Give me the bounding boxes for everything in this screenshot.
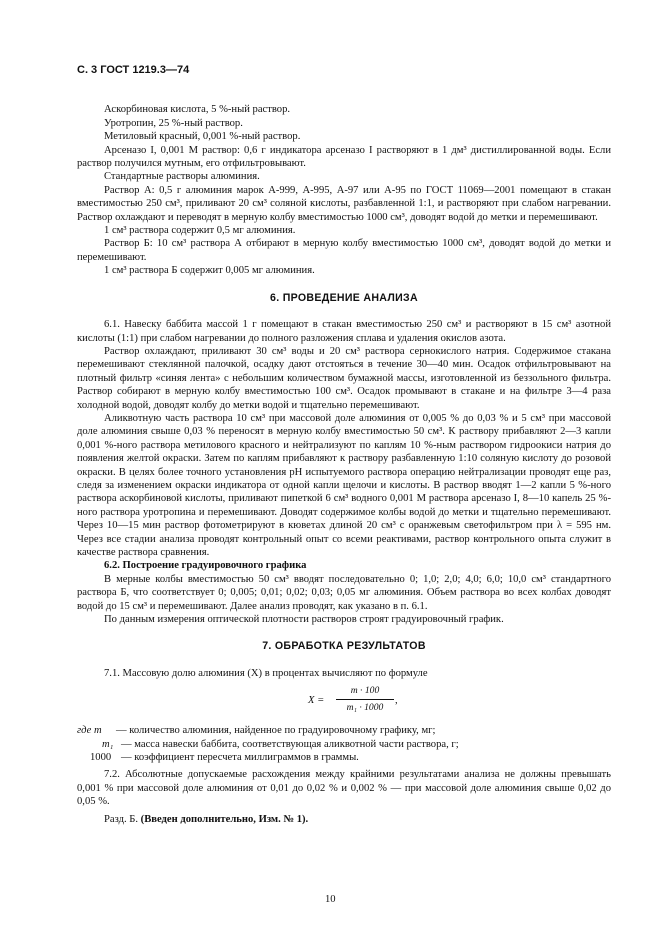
legend-symbol: m₁ bbox=[102, 738, 114, 750]
paragraph: Аликвотную часть раствора 10 см³ при массовой доле алюминия от 0,005 % до 0,03 % и 5 см³ при массовой доле алюминия свыше 0,03 % переносят в мерную колбу вместимостью 50 см³. К раствору прибавляют 2—3 капли 0,001 %-ного раствора метилового красного и нейтрализуют по каплям 10 %-ным раствором гидроокиси натрия до появления желтой окраски. Затем по каплям прибавляют к раствору разбавленную 1:10 соляную кислоту до розовой окраски. В целях более точного установления pH испытуемого раствора операцию нейтрализации проводят еще раз, следя за изменением окраски индикатора от одной капли щелочи и кислоты. В раствор вводят 1—2 капли 5 %-ного раствора аскорбиновой кислоты, приливают пипеткой 6 см³ водного 0,001 М раствора арсеназо I, 8—10 капель 25 %-ного раствора уротропина и перемешивают. Доводят содержимое колбы водой до метки и тщательно перемешивают. Через 10—15 мин раствор фотометрируют в кюветах длиной 20 см³ с оранжевым светофильтром при λ = 595 нм. Через все стадии анализа проводят контрольный опыт со всеми реактивами, раствор контрольного опыта служит в качестве раствора сравнения. bbox=[77, 412, 611, 558]
legend-line bbox=[77, 738, 611, 751]
legend-text: — коэффициент пересчета миллиграммов в граммы. bbox=[121, 752, 359, 764]
reagent-line: Раствор Б: 10 см³ раствора А отбирают в мерную колбу вместимостью 1000 см³, доводят водой до метки и перемешивают. bbox=[77, 238, 611, 263]
formula bbox=[77, 684, 611, 720]
note-bold: (Введен дополнительно, Изм. № 1). bbox=[140, 813, 309, 825]
formula-lhs: X = bbox=[308, 695, 325, 707]
amendment-note bbox=[77, 813, 611, 826]
reagent-line: Аскорбиновая кислота, 5 %-ный раствор. bbox=[104, 104, 291, 116]
page-number: 10 bbox=[325, 894, 336, 905]
paragraph: Раствор охлаждают, приливают 30 см³ воды и 20 см³ раствора сернокислого натрия. Содержимое стакана перемешивают стеклянной палочкой, осадку дают отстояться в течение 30—40 мин. Осадок отфильтровывают на плотный фильтр «синяя лента» с небольшим количеством бумажной массы, изготовленной из беззольного фильтра. Раствор собирают в мерную колбу вместимостью 100 см³. Осадок промывают в стакане и на фильтре 3—4 раза холодной водой, доводят колбу до метки водой и тщательно перемешивают. bbox=[77, 345, 611, 411]
formula-denominator: m₁ · 1000 bbox=[346, 701, 384, 713]
paragraph: 6.1. Навеску баббита массой 1 г помещают в стакан вместимостью 250 см³ и растворяют в 15 см³ азотной кислоты (1:1) при слабом нагревании до полного разложения сплава и удаления окислов азота. bbox=[77, 319, 611, 344]
reagent-line: Уротропин, 25 %-ный раствор. bbox=[104, 117, 243, 129]
paragraph: 7.2. Абсолютные допускаемые расхождения между крайними результатами анализа не должны превышать 0,001 % при массовой доле алюминия от 0,01 до 0,02 % и 0,002 % — при массовой доле алюминия свыше 0,02 до 0,05 %. bbox=[77, 769, 611, 808]
page-header: С. 3 ГОСТ 1219.3—74 bbox=[77, 64, 190, 76]
legend-symbol: где m bbox=[77, 725, 102, 737]
note-prefix: Разд. Б. bbox=[104, 813, 139, 825]
paragraph: По данным измерения оптической плотности растворов строят градуировочный график. bbox=[104, 614, 504, 626]
legend-line bbox=[77, 724, 611, 737]
formula-fraction bbox=[336, 684, 394, 714]
subsection-6-2-title: 6.2. Построение градуировочного графика bbox=[104, 560, 307, 572]
section-6-title: 6. ПРОВЕДЕНИЕ АНАЛИЗА bbox=[270, 291, 418, 304]
legend-symbol: 1000 bbox=[90, 752, 112, 764]
formula-numerator: m · 100 bbox=[336, 684, 394, 699]
formula-tail: , bbox=[395, 695, 398, 707]
reagent-line: 1 см³ раствора содержит 0,5 мг алюминия. bbox=[104, 225, 296, 237]
reagent-line: Метиловый красный, 0,001 %-ный раствор. bbox=[104, 131, 301, 143]
legend-text: — количество алюминия, найденное по градуировочному графику, мг; bbox=[116, 725, 436, 737]
reagent-line: Стандартные растворы алюминия. bbox=[104, 171, 260, 183]
paragraph: 7.1. Массовую долю алюминия (X) в процентах вычисляют по формуле bbox=[104, 667, 428, 679]
reagent-line: Арсеназо I, 0,001 М раствор: 0,6 г индикатора арсеназо I растворяют в 1 дм³ дистиллированной воды. Если раствор получился мутным, его отфильтровывают. bbox=[77, 144, 611, 170]
reagent-line: Раствор А: 0,5 г алюминия марок А-999, А-995, А-97 или А-95 по ГОСТ 11069—2001 помещают в стакан вместимостью 250 см³, приливают 20 см³ соляной кислоты, разбавленной 1:1, и растворяют при слабом нагревании. Раствор охлаждают и переводят в мерную колбу вместимостью 1000 см³, доводят водой до метки и перемешивают. bbox=[77, 184, 611, 223]
reagent-line: 1 см³ раствора Б содержит 0,005 мг алюминия. bbox=[104, 265, 315, 277]
legend-text: — масса навески баббита, соответствующая аликвотной части раствора, г; bbox=[121, 738, 459, 750]
section-7-title: 7. ОБРАБОТКА РЕЗУЛЬТАТОВ bbox=[262, 640, 426, 653]
document-page bbox=[77, 64, 611, 826]
paragraph: В мерные колбы вместимостью 50 см³ вводят последовательно 0; 1,0; 2,0; 4,0; 6,0; 10,0 см³ стандартного раствора Б, что соответствует 0; 0,005; 0,01; 0,02; 0,03; 0,05 мг алюминия. Объем раствора во всех колбах доводят водой до 15 см³ и перемешивают. Далее анализ проводят, как указано в п. 6.1. bbox=[77, 573, 611, 612]
legend-line bbox=[77, 751, 611, 764]
